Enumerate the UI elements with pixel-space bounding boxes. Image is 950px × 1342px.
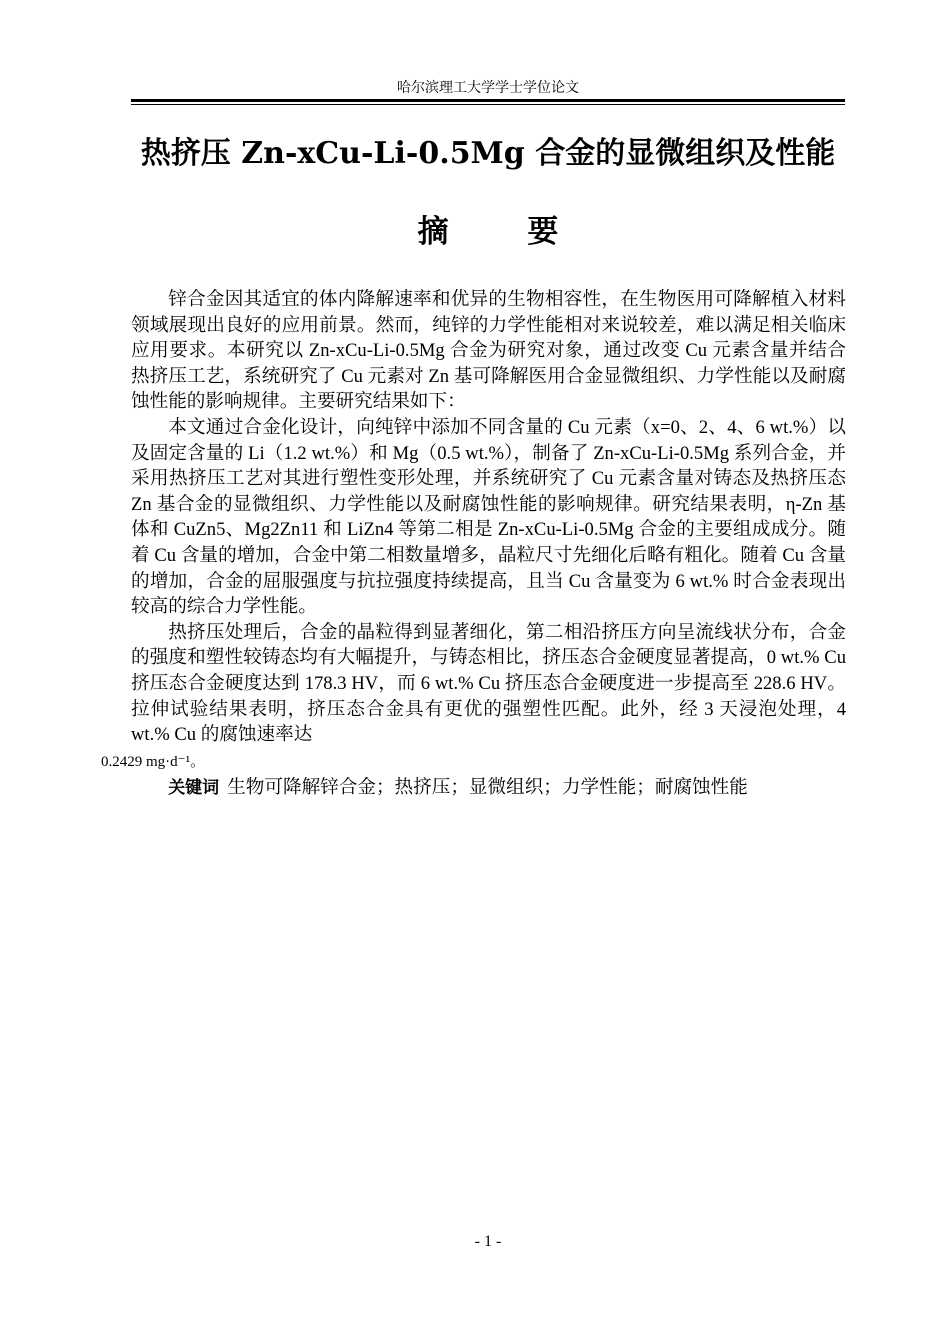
corrosion-rate-value: 0.2429 mg·d⁻¹。	[101, 753, 206, 770]
keywords-text: 生物可降解锌合金；热挤压；显微组织；力学性能；耐腐蚀性能	[227, 777, 748, 799]
thesis-title: 热挤压 Zn-xCu-Li-0.5Mg 合金的显微组织及性能	[140, 136, 836, 171]
abstract-paragraph-3-text: 热挤压处理后，合金的晶粒得到显著细化，第二相沿挤压方向呈流线状分布，合金的强度和塑性较铸态均有大幅提升，与铸态相比，挤压态合金硬度显著提高，0 wt.% Cu 挤压态合金硬度达到 178.3 HV，而 6 wt.% Cu 挤压态合金硬度进一步提高至 228.6 HV。拉伸试验结果表明，挤压态合金具有更优的强塑性匹配。此外，经 3 天浸泡处理，4 wt.% Cu 的腐蚀速率达	[131, 621, 846, 746]
keywords-line	[131, 775, 846, 802]
header-rule-thick	[131, 99, 845, 102]
abstract-paragraph-2: 本文通过合金化设计，向纯锌中添加不同含量的 Cu 元素（x=0、2、4、6 wt.%）以及固定含量的 Li（1.2 wt.%）和 Mg（0.5 wt.%），制备了 Zn-xCu-Li-0.5Mg 系列合金，并采用热挤压工艺对其进行塑性变形处理，并系统研究了 Cu 元素含量对铸态及热挤压态 Zn 基合金的显微组织、力学性能以及耐腐蚀性能的影响规律。研究结果表明，η-Zn 基体和 CuZn5、Mg2Zn11 和 LiZn4 等第二相是 Zn-xCu-Li-0.5Mg 合金的主要组成成分。随着 Cu 含量的增加，合金中第二相数量增多，晶粒尺寸先细化后略有粗化。随着 Cu 含量的增加，合金的屈服强度与抗拉强度持续提高，且当 Cu 含量变为 6 wt.% 时合金表现出较高的综合力学性能。	[131, 416, 846, 618]
header-rule-thin	[131, 104, 845, 105]
abstract-heading: 摘 要	[417, 214, 593, 250]
abstract-paragraph-3	[101, 620, 846, 776]
abstract-body	[101, 287, 846, 802]
abstract-paragraph-1: 锌合金因其适宜的体内降解速率和优异的生物相容性，在生物医用可降解植入材料领域展现出良好的应用前景。然而，纯锌的力学性能相对来说较差，难以满足相关临床应用要求。本研究以 Zn-xCu-Li-0.5Mg 合金为研究对象，通过改变 Cu 元素含量并结合热挤压工艺，系统研究了 Cu 元素对 Zn 基可降解医用合金显微组织、力学性能以及耐腐蚀性能的影响规律。主要研究结果如下：	[131, 289, 846, 413]
keywords-label: 关键词	[168, 778, 220, 799]
running-header: 哈尔滨理工大学学士学位论文	[397, 80, 579, 96]
page-number: - 1 -	[474, 1233, 502, 1250]
